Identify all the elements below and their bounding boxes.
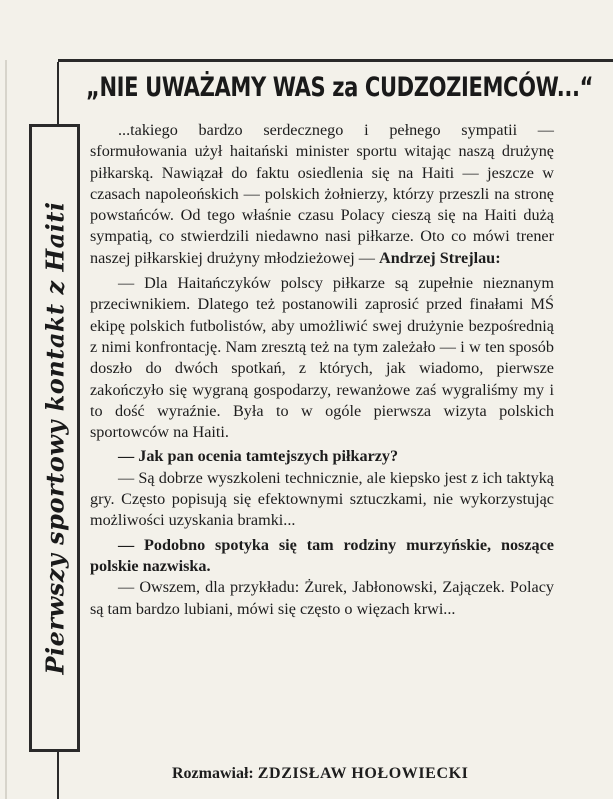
signature-label: Rozmawiał: bbox=[172, 765, 254, 782]
question-paragraph-1: — Jak pan ocenia tamtejszych piłkarzy? bbox=[118, 447, 399, 466]
article-body bbox=[90, 120, 554, 620]
question-paragraph-2: — Podobno spotyka się tam rodziny murzyńskie, noszące polskie nazwiska. bbox=[90, 535, 554, 575]
sidebar-connector-bottom bbox=[57, 752, 59, 799]
top-rule bbox=[58, 59, 613, 62]
signature bbox=[172, 765, 469, 783]
answer-paragraph-2: — Są dobrze wyszkoleni technicznie, ale kiepsko jest z ich taktyką gry. Często popisują się efektownymi sztuczkami, nie wykorzystując możliwości uzyskania bramki... bbox=[90, 468, 554, 530]
answer-paragraph-1: — Dla Haitańczyków polscy piłkarze są zupełnie nieznanym przeciwnikiem. Dlatego też postanowili zaprosić przed finałami MŚ ekipę polskich futbolistów, aby umożliwić swej drużynie bezpośrednią z nimi konfrontację. Nam zresztą też na tym zależało — i w ten sposób doszło do dwóch spotkań, z których, jak wiadomo, pierwsze zakończyło się wygraną gospodarzy, rewanżowe zaś wygraliśmy my i to dość wyraźnie. Była to w ogóle pierwsza wizyta polskich sportowców na Haiti. bbox=[90, 274, 554, 442]
sidebar-connector-top bbox=[57, 62, 59, 124]
signature-name: ZDZISŁAW HOŁOWIECKI bbox=[257, 765, 469, 782]
intro-paragraph bbox=[90, 120, 554, 269]
answer-paragraph-3: — Owszem, dla przykładu: Żurek, Jabłonowski, Zajączek. Polacy są tam bardzo lubiani, mówi się często o więzach krwi... bbox=[90, 578, 554, 618]
headline: „NIE UWAŻAMY WAS za CUDZOZIEMCÓW...“ bbox=[86, 72, 594, 103]
intro-speaker: Andrzej Strejlau: bbox=[379, 248, 501, 267]
sidebar-title: Pierwszy sportowy kontakt z Haiti bbox=[40, 201, 70, 675]
page-edge-line bbox=[5, 60, 7, 799]
intro-text: ...takiego bardzo serdecznego i pełnego sympatii — sformułowania użył haitański minister sportu witając naszą drużynę piłkarską. Nawiązał do faktu osiedlenia się na Haiti — jeszcze w czasach napoleońskich — polskich żołnierzy, którzy przeszli na stronę powstańców. Od tego właśnie czasu Polacy cieszą się na Haiti dużą sympatią, co stwierdzili niedawno nasi piłkarze. Oto co mówi trener naszej piłkarskiej drużyny młodzieżowej — bbox=[90, 121, 554, 267]
